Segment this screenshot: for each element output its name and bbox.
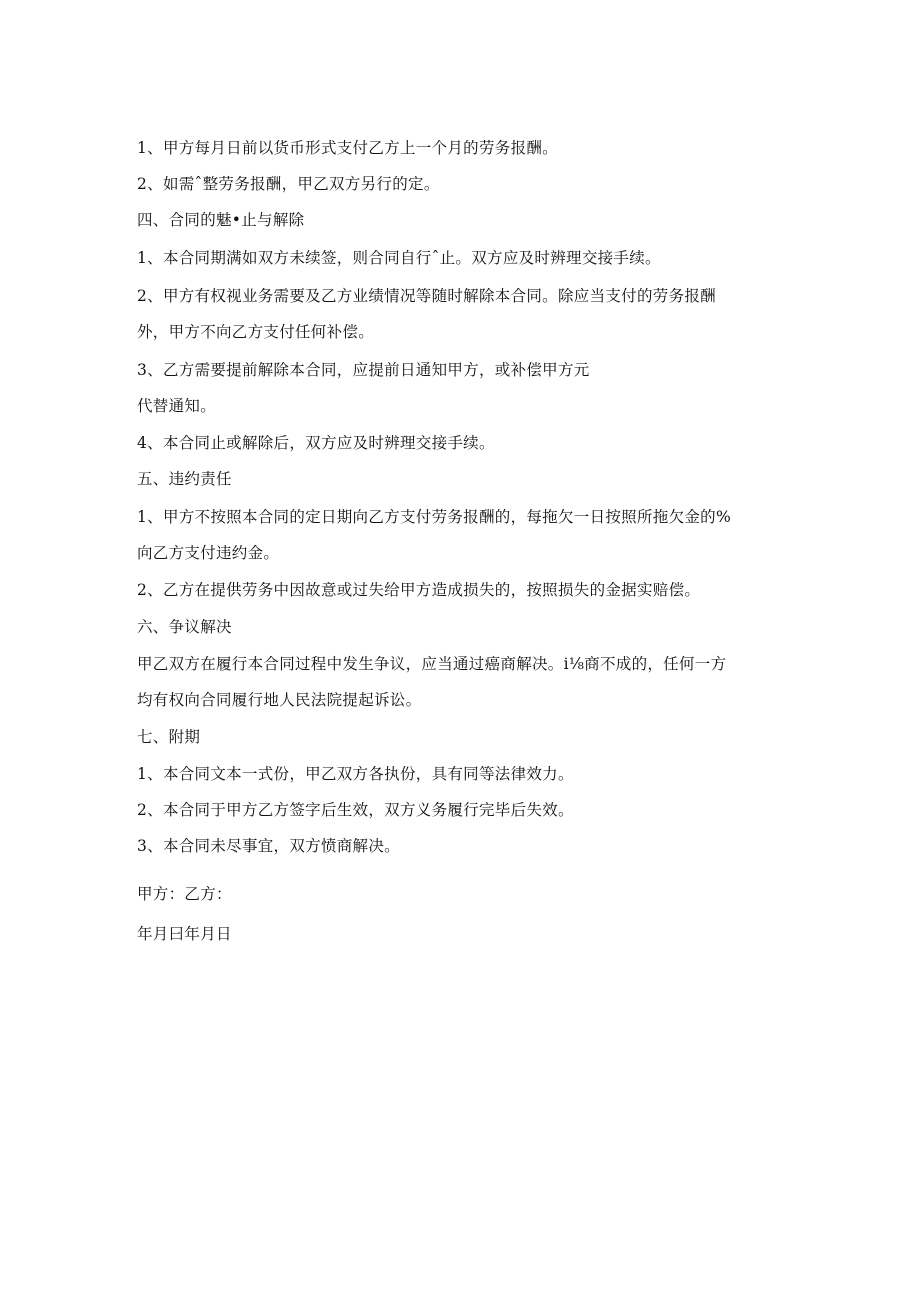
section-heading-appendix: 七、附期 — [137, 728, 201, 746]
signature-dates: 年月曰年月日 — [137, 925, 232, 943]
section-heading-termination: 四、合同的魅•止与解除 — [137, 211, 305, 229]
signature-parties: 甲方：乙方： — [137, 885, 232, 903]
clause-appendix-3: 3、本合同未尽事宜，双方愤商解决。 — [137, 837, 400, 855]
clause-appendix-2: 2、本合同于甲方乙方签字后生效，双方义务履行完毕后失效。 — [137, 801, 574, 819]
clause-termination-1: 1、本合同期满如双方未续签，则合同自行ˆ止。双方应及时辨理交接手续。 — [137, 249, 661, 267]
clause-liability-2: 2、乙方在提供劳务中因故意或过失给甲方造成损失的，按照损失的金据实赔偿。 — [137, 581, 701, 599]
clause-dispute-cont: 均有权向合同履行地人民法院提起诉讼。 — [137, 691, 422, 709]
clause-termination-2-cont: 外，甲方不向乙方支付任何补偿。 — [137, 323, 375, 341]
clause-termination-3-cont: 代替通知。 — [137, 397, 217, 415]
section-heading-liability: 五、违约责任 — [137, 470, 232, 488]
clause-termination-4: 4、本合同止或解除后，双方应及时辨理交接手续。 — [137, 434, 495, 452]
clause-termination-3: 3、乙方需要提前解除本合同，应提前日通知甲方，或补偿甲方元 — [137, 361, 590, 379]
clause-termination-2: 2、甲方有权视业务需要及乙方业绩情况等随时解除本合同。除应当支付的劳务报酬 — [137, 287, 716, 305]
clause-dispute: 甲乙双方在履行本合同过程中发生争议，应当通过癌商解决。i⅛商不成的，任何一方 — [137, 655, 727, 673]
clause-payment-adjustment: 2、如需ˆ整劳务报酬，甲乙双方另行的定。 — [137, 175, 440, 193]
clause-payment-schedule: 1、甲方每月日前以货币形式支付乙方上一个月的劳务报酬。 — [137, 139, 558, 157]
clause-liability-1-cont: 向乙方支付违约金。 — [137, 544, 280, 562]
clause-liability-1: 1、甲方不按照本合同的定日期向乙方支付劳务报酬的，每拖欠一日按照所拖欠金的% — [137, 508, 731, 526]
clause-appendix-1: 1、本合同文本一式份，甲乙双方各执份，具有同等法律效力。 — [137, 765, 574, 783]
section-heading-dispute: 六、争议解决 — [137, 618, 232, 636]
